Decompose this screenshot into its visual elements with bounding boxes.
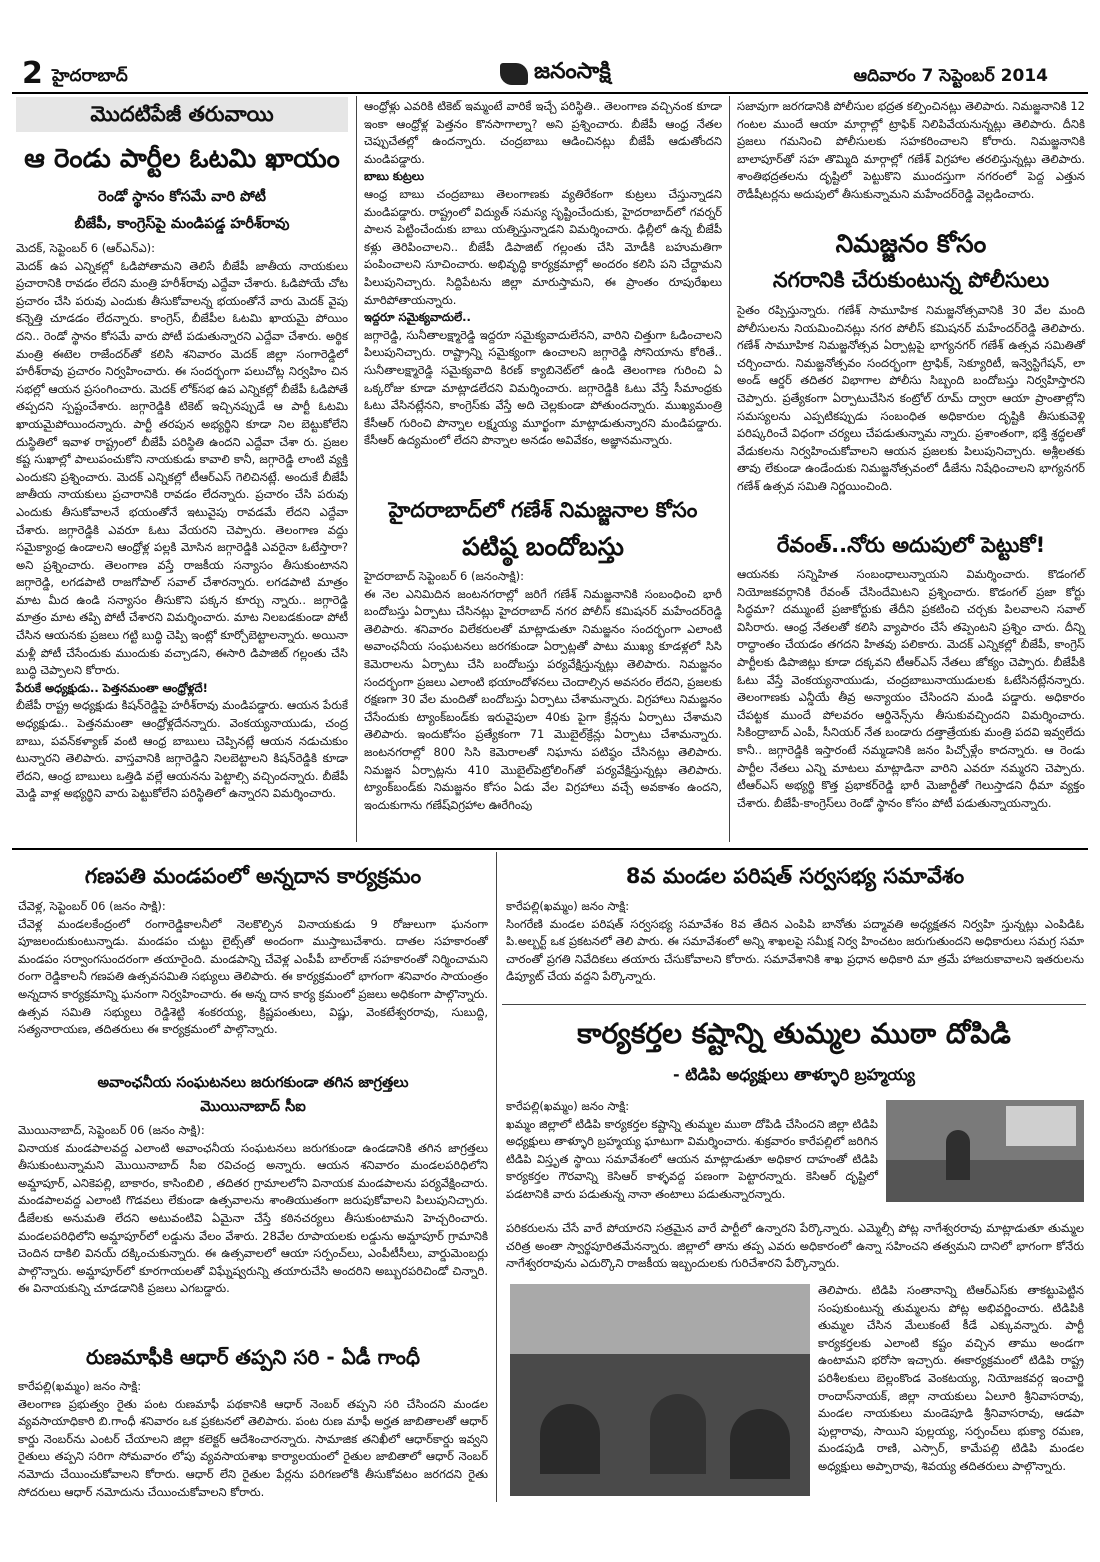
header-rule (12, 92, 1088, 94)
page-section-city: హైదరాబాద్ (52, 66, 128, 86)
bl-dateline1: చేవెళ్ల, సెప్టెంబర్‌ 06 (జనం సాక్షి): (18, 899, 166, 913)
col1-body2: బీజేపీ రాష్ట్ర అధ్యక్షుడు కిషన్‌రెడ్డిపై హరీశ్‌రావు మండిపడ్డారు. ఆయన పేరుకే అధ్యక్షుడు.. పెత్తనమంతా ఆంధ్రోళ్లదేనన్నారు. వెంకయ్యనాయుడు, చంద్ర బాబు, పవన్‌కళ్యాణ్‌ వంటి ఆంధ్ర బాబులు చెప్పినట్లే ఆయన నడుచుకుం టున్నారని తెలిపారు. వాస్తవానికి జగ్గారెడ్డిని నిలబెట్టాలని కిషన్‌రెడ్డికి కూడా లేదని, ఆంధ్ర బాబులు ఒత్తిడి వల్లే ఆయనను పెట్టాల్సి వచ్చిందన్నారు. బీజేపీ మెడ్డి వాళ్ల అభ్యర్థిని వారు పెట్టుకోలేని పరిస్థితిలో ఉన్నారని విమర్శించారు. (16, 698, 348, 801)
col2-article-top (364, 98, 722, 510)
kicker-box (16, 97, 348, 132)
column-divider (496, 852, 497, 1502)
column-divider (729, 96, 730, 842)
br-headline2: కార్యకర్తల కష్టాన్ని తుమ్మల ముఠా దోపిడి (577, 1017, 1011, 1050)
bl-headline2: అవాంఛనీయ సంఘటనలు జరుగకుండా తగిన జాగ్రత్తలు (97, 1075, 409, 1091)
br-article2b (506, 1220, 1084, 1282)
col3-body: సజావుగా జరగడానికి పోలీసుల భద్రత కల్పించినట్లు తెలిపారు. నిమజ్జనానికి 12 గంటల ముందే ఆయా మార్గాల్లో ట్రాఫిక్‌ నిలిపివేయనున్నట్లు తెలిపారు. దీనికి ప్రజలు గమనించి పోలీసులకు సహకరించాలని కోరారు. నిమజ్జనానికి బాలాపూర్‌తో సహ తొమ్మిది మార్గాల్లో గణేశ్‌ విగ్రహాల తరలిస్తున్నట్లు తెలిపారు. శాంతిభద్రతలను దృష్టిలో పెట్టుకొని ముందస్తుగా నగరంలో పెద్ద ఎత్తున రౌడీషీటర్లను అదుపులో తీసుకున్నామని మహేందర్‌రెడ్డి వెల్లడించారు. (737, 99, 1085, 201)
col1-article (16, 240, 348, 801)
col3-article-top (737, 98, 1085, 222)
meeting-photo (886, 1100, 1084, 1202)
col1-body: మెదక్‌ ఉప ఎన్నికల్లో ఓడిపోతామని తెలిసే బీజేపీ జాతీయ నాయకులు ప్రచారానికి రావడం లేదని మంత్రి హరీశ్‌రావు ఎద్దేవా చేశారు. ఓడిపోయే చోట ప్రచారం చేసి పరువు ఎందుకు తీసుకోవాలన్న భయంతోనే వారు మెదక్‌ వైపు కన్నెత్తి చూడడం లేదన్నారు. కాంగ్రెస్‌, బీజేపీల ఓటమి ఖాయమై పోయిం దని.. రెండో స్థానం కోసమే వారు పోటీ పడుతున్నారని ఎద్దేవా చేశారు. అర్థిక మంత్రి ఈటెల రాజేందర్‌తో కలిసి శనివారం మెదక్‌ జిల్లా సంగారెడ్డిలో హరీశ్‌రావు ప్రచారం నిర్వహించారు. ఈ సందర్భంగా పలుచోట్ల నిర్వహిం చిన సభల్లో ఆయన ప్రసంగించారు. మెదక్‌ లోక్‌సభ ఉప ఎన్నికల్లో బీజేపీ ఓడిపోతే తప్పదని స్పష్టంచేశారు. జగ్గారెడ్డికి టికెట్‌ ఇచ్చినప్పుడే ఆ పార్టీ ఓటమి ఖాయమైపోయిందన్నారు. పార్టీ తరపున అభ్యర్థిని కూడా నిల బెట్టుకోలేని దుస్థితిలో ఇవాళ రాష్ట్రంలో బీజేపీ పరిస్థితి ఉందని ఎద్దేవా చేశా రు. ప్రజల కష్ట సుఖాల్లో పాలుపంచుకోని నాయకుడు కావాలి కానీ, జగ్గారెడ్డి లాంటి వ్యక్తి ఎందుకని ప్రశ్నించారు. మెదక్‌ ఎన్నికల్లో టీఆర్‌ఎస్‌ గెలిచినట్లే. అందుకే బీజేపీ జాతీయ నాయకులు ప్రచారానికి రావడం లేదన్నారు. ప్రచారం చేసి పరువు ఎందుకు తీసుకోవాలనే భయంతోనే ఇటువైపు రావడమే లేదని ఎద్దేవా చేశారు. జగ్గారెడ్డికి ఎవరూ ఓటు వేయరని చెప్పారు. తెలంగాణ వద్దు సమైక్యాంధ్ర ఉండాలని ఆంధ్రోళ్ల పల్లకి మోసిన జగ్గారెడ్డికి ఎవరైనా ఓటేస్తారా? అని ప్రశ్నించారు. తెలంగాణ వస్తే రాజకీయ సన్యాసం తీసుకుంటానని జగ్గారెడ్డి, లగడపాటి రాజగోపాల్‌ సవాల్‌ చేశారన్నారు. లగడపాటి మాత్రం మాట మీద ఉండి సన్యాసం తీసుకొని పక్కన కూర్చు న్నారు.. జగ్గారెడ్డి మాత్రం మాట తప్పి పోటీ చేశారని విమర్శించారు. మాట నిలబడకుండా పోటీ చేసిన ఆయనకు ప్రజలు గట్టి బుద్ధి చెప్పి ఇంట్లో కూర్చోబెట్టాలన్నారు. అయినా మళ్లీ పోటీ చేసేందుకు ముందుకు వచ్చాడని, ఈసారి డిపాజిట్‌ గల్లంతు చేసి బుద్ధి చెప్పాలని కోరారు. (16, 258, 348, 678)
br-body2c: తెలిపారు. టిడిపి సంతానాన్ని టిఆర్‌ఎస్‌కు తాకట్టుపెట్టిన సంపుకుంటున్న తుమ్మలను పోట్ల అభివర్ణించారు. టిడిపికి తుమ్మల చేసిన మేలుకంటే కీడే ఎక్కువన్నారు. పార్టీ కార్యకర్తలకు ఎలాంటి కష్టం వచ్చిన తాము అండగా ఉంటామని భరోసా ఇచ్చారు. ఈకార్యక్రమంలో టిడిపి రాష్ట్ర పరిశీలకులు బెల్లంకొండ వెంకటయ్య, నియోజకవర్గ ఇంచార్జి రాందాస్‌నాయక్‌, జిల్లా నాయకులు ఏలూరి శ్రీనివాసరావు, మండల నాయకులు మండెపూడి శ్రీనివాసరావు, ఆడపా పుల్లారావు, సాయిని పుల్లయ్య, సర్పంచ్‌లు భుక్యా రమణ, మండపుడి రాణి, ఎస్సార్‌, కామేపల్లి టిడిపి మండల అధ్యక్షులు అప్పారావు, శివయ్య తదితరులు పాల్గొన్నారు. (818, 1283, 1084, 1473)
bl-headline2b: మొయినాబాద్‌ సీఐ (200, 1099, 306, 1115)
bl-headline3: రుణమాఫీకి ఆధార్‌ తప్పని సరి - ఏడీ గాంధీ (85, 1345, 421, 1369)
col2-headline: హైదరాబాద్‌లో గణేశ్‌ నిమజ్జనాల కోసం (388, 498, 698, 522)
col3-headline3: రేవంత్‌..నోరు అదుపులో పెట్టుకో! (776, 533, 1046, 557)
col1-dateline: మెదక్‌, సెప్టెంబర్‌ 6 (ఆర్‌ఎన్‌ఎ): (16, 241, 156, 255)
kicker: మొదటిపేజీ తరువాయి (90, 102, 274, 126)
bl-body3: తెలంగాణ ప్రభుత్వం రైతు పంట రుణమాఫీ పథకానికి ఆధార్‌ నెంబర్‌ తప్పని సరి చేసిందని మండల వ్యవసాయాధికారి బి.గాంధీ శనివారం ఒక ప్రకటనలో తెలిపారు. పంట రుణ మాఫీ అర్హత జాబితాలతో ఆధార్‌ కార్డు నెంబర్‌ను ఎంటర్‌ చేయాలని జిల్లా కలెక్టర్‌ ఆదేశించారన్నారు. సామాజిక తనిఖీలో ఆధార్‌కార్డు ఇవ్వని రైతులు తప్పని సరిగా సోమవారం లోపు వ్యవసాయశాఖ కార్యాలయంలో రైతుల జాబితాలో ఆధార్‌ నెంబర్‌ నమోదు చేయించుకోవాలని కోరారు. ఆధార్‌ లేని రైతుల పేర్లను పరిగణలోకి తీసుకోవటం జరగదని రైతు సోదరులు ఆధార్‌ నమోదును చేయించుకోవాలని కోరారు. (18, 1396, 488, 1499)
section-divider (12, 848, 1088, 850)
issue-date: ఆదివారం 7 సెప్టెంబర్ 2014 (853, 66, 1048, 86)
br-body2a: ఖమ్మం జిల్లాలో టిడిపి కార్యకర్తల కష్టాన్ని తుమ్మల ముఠా దోపిడి చేసిందని జిల్లా టిడిపి అధ్యక్షులు తాళ్ళూరి బ్రహ్మయ్య ఘాటుగా విమర్శించారు. శుక్రవారం కారేపల్లిలో జరిగిన టిడిపి విస్తృత స్థాయి సమావేశంలో ఆయన మాట్లాడుతూ అధికార దాహంతో టిడిపి కార్యకర్తల గౌరవాన్ని కెసిఆర్‌ కాళ్ళవద్ద పణంగా పెట్టారన్నారు. కెసిఆర్‌ దృష్టిలో పడటానికి వారు పడుతున్న నానా తంటాలు పడుతున్నారన్నారు. (506, 1116, 878, 1201)
bl-headline1: గణపతి మండపంలో అన్నదాన కార్యక్రమం (84, 864, 422, 888)
section-divider (502, 1004, 1086, 1005)
br-dateline1: కారేపల్లి(ఖమ్మం) జనం సాక్షి: (506, 899, 630, 913)
col2-article-bottom (364, 568, 722, 842)
col3-body2: సైతం రప్పిస్తున్నారు. గణేశ్‌ సామూహిక నిమజ్జనోత్సవానికి 30 వేల మంది పోలీసులను నియమించినట్లు నగర పోలీస్‌ కమిషనర్‌ మహేందర్‌రెడ్డి తెలిపారు. గణేశ్‌ సామూహిక నిమజ్జనోత్సవ ఏర్పాట్లపై భాగ్యనగర్‌ గణేశ్‌ ఉత్సవ సమితితో చర్చించారు. నిమజ్జనోత్సవం సందర్భంగా ట్రాఫిక్‌, సెక్యూరిటీ, ఇన్వెస్టిగేషన్‌, లా అండ్‌ ఆర్డర్‌ తదితర విభాగాల పోలీసు సిబ్బంది బందోబస్తు నిర్వహిస్తారని చెప్పారు. ప్రత్యేకంగా ఏర్పాటుచేసిన కంట్రోల్‌ రూమ్‌ ద్వారా ఆయా ప్రాంతాల్లోని సమస్యలను ఎప్పటికప్పుడు సంబంధిత అధికారుల దృష్టికి తీసుకువెళ్లి పరిష్కరించే విధంగా చర్యలు చేపడుతున్నామ న్నారు. ప్రశాంతంగా, భక్తి శ్రద్ధలతో వేడుకలను నిర్వహించుకోవాలని ఆయన ప్రజలకు పిలుపునిచ్చారు. అశ్లీలతకు తావు లేకుండా ఉండేందుకు నిమజ్జనోత్సవంలో డీజేను నిషేధించాలని భాగ్యనగర్‌ గణేశ్‌ ఉత్సవ సమితి నిర్ణయించింది. (737, 303, 1085, 493)
col3-headline: నిమజ్జనం కోసం (835, 229, 987, 258)
br-headline1: 8వ మండల పరిషత్‌ సర్వసభ్య సమావేశం (625, 864, 965, 888)
col3-article-mid (737, 302, 1085, 526)
masthead-logo-icon (500, 63, 528, 85)
col3-article-bottom (737, 566, 1085, 842)
col2-body2: ఆంధ్ర బాబు చంద్రబాబు తెలంగాణకు వ్యతిరేకంగా కుట్రలు చేస్తున్నాడని మండిపడ్డారు. రాష్ట్రంలో విద్యుత్‌ సమస్య సృష్టించేందుకు, హైదరాబాద్‌లో గవర్నర్‌ పాలన పెట్టించేందుకు బాబు యత్నిస్తున్నాడని విమర్శించారు. ఢిల్లీలో ఉన్న బీజేపీ కళ్లు తెరిపించాలని.. బీజేపీ డిపాజిట్‌ గల్లంతు చేసి మోడీకి బహుమతిగా పంపించాలని సూచించారు. అభివృద్ధి కార్యక్రమాల్లో అందరం కలిసి పని చేద్దామని పిలుపునిచ్చారు. సిద్దిపేటను జిల్లా మారుస్తామని, ఈ ప్రాంతం రూపురేఖలు మారిపోతాయన్నారు. (364, 186, 722, 307)
bl-body1: చేవెళ్ల మండలకేంద్రంలో రంగారెడ్డికాలనీలో నెలకొల్పిన వినాయకుడు 9 రోజులుగా ఘనంగా పూజలందుకుంటున్నాడు. మండపం చుట్టు లైట్స్‌తో అందంగా ముస్తాబుచేశారు. దాతల సహకారంతో మండపం సర్వాంగసుందరంగా తయారైంది. మండపాన్ని చేవెళ్ల ఎంపీపీ బాల్‌రాజ్‌ సహకారంతో నిర్మించామని రంగా రెడ్డికాలనీ గణపతి ఉత్సవసమితి సభ్యులు తెలిపారు. ఈ కార్యక్రమంలో భాగంగా శనివారం సాయంత్రం అన్నదాన కార్యక్రమాన్ని ఘనంగా నిర్వహించారు. ఈ అన్న దాన కార్య క్రమంలో ప్రజలు అధికంగా పాల్గొన్నారు. ఉత్సవ సమితి సభ్యులు రెడ్డిశెట్టి శంకరయ్య, క్రిష్ణపంతులు, విష్ణు, వెంకటేశ్వరరావు, సుబుద్ది, సత్యనారాయణ, తదితరులు ఈ కార్యక్రమంలో పాల్గొన్నారు. (18, 916, 488, 1037)
br-body2b: పరికరులను చేసే వారే పోయారని సత్రమైన వారే పార్టీలో ఉన్నారని పేర్కొన్నారు. ఎమ్మెల్సీ పోట్ల నాగేశ్వరరావు మాట్లాడుతూ తుమ్మల చరిత్ర అంతా స్వార్థపూరితమేనన్నారు. జిల్లాలో తాను తప్ప ఎవరు అధికారంలో ఉన్నా సహించని తత్వమని దానిలో భాగంగా కోనేరు నాగేశ్వరరావును ఎదుర్కొని రాజకీయ ఇబ్బందులకు గురిచేశారని పేర్కొన్నారు. (506, 1221, 1084, 1271)
bl-body2: వినాయక మండపాలవద్ద ఎలాంటి అవాంఛనీయ సంఘటనలు జరుగకుండా ఉండడానికి తగిన జాగ్రత్తలు తీసుకుంటున్నామని మొయినాబాద్‌ సీఐ రవిచంద్ర అన్నారు. ఆయన శనివారం మండలపరిధిలోని అమ్డాపూర్‌, ఎనికెపల్లి, బాకారం, కాసింబిలి , తదితర గ్రామాలలోని వినాయక మండపాలను పర్యవేక్షించారు. మండపాలవద్ద ఎలాంటి గొడవలు లేకుండా ఉత్సవాలను శాంతియుతంగా జరుపుకోవాలని పిలుపునిచ్చారు. డీజేలకు అనుమతి లేదని అటువంటివి ఏమైనా చేస్తే కఠినచర్యలు తీసుకుంటామని హెచ్చరించారు. మండలపరిధిలోని అమ్డాపూర్‌లో లడ్డును వేలం వేశారు. 28వేల రూపాయలకు లడ్డును అమ్డాపూర్‌ గ్రామానికి చెందిన దాకిలి వినయ్‌ దక్కించుకున్నారు. ఈ ఉత్సవాలలో ఆయా సర్పంచ్‌లు, ఎంపీటీసీలు, వార్డుమెంబర్లు పాల్గొన్నారు. అమ్డాపూర్‌లో కూరగాయలతో విఘ్నేష్వరున్ని తయారుచేసి అందరిని అబ్బురపరిచిండో చిన్నారి. ఈ వినాయకున్ని చూడడానికి ప్రజలు ఎగబడ్డారు. (18, 1140, 488, 1296)
bl-article1 (18, 898, 488, 1074)
col1-headline: ఆ రెండు పార్టీల ఓటమి ఖాయం (24, 144, 340, 174)
col2-subhead: బాబు కుట్రలు (364, 169, 424, 184)
masthead (500, 56, 611, 92)
masthead-title: జనంసాక్షి (534, 59, 611, 84)
col2-body3: జగ్గారెడ్డి, సునీతాలక్ష్మారెడ్డి ఇద్దరూ సమైక్యవాదులేనని, వారిని చిత్తుగా ఓడించాలని పిలుపునిచ్చారు. రాష్ట్రాన్ని సమైక్యంగా ఉంచాలని జగ్గారెడ్డి సోనియాను కోరితే.. సునీతాలక్ష్మారెడ్డి సమైక్యవాది కిరణ్‌ క్యాబినెట్‌లో ఉండి తెలంగాణ గురించి ఏ ఒక్కరోజు కూడా మాట్లాడలేదని విమర్శించారు. జగ్గారెడ్డికి ఓటు వేస్తే సీమాంధ్రకు ఓటు వేసినట్లేనని, కాంగ్రెస్‌కు వేస్తే అది చెల్లకుండా పోతుందన్నారు. ముఖ్యమంత్రి కేసీఆర్‌ గురించి పొన్నాల లక్ష్మయ్య మూర్ఖంగా మాట్లాడుతున్నారని మండిపడ్డారు. కేసీఆర్‌ ఉద్యమంలో లేదని పొన్నాల అనడం అవివేకం, అజ్ఞానమన్నారు. (364, 327, 722, 448)
col3-headline2: నగరానికి చేరుకుంటున్న పోలీసులు (772, 268, 1050, 292)
col2-subhead2: ఇద్దరూ సమైక్యవాదులే.. (364, 310, 471, 325)
col1-sub2: బీజేపీ, కాంగ్రెస్‌పై మండిపడ్డ హరీశ్‌రావు (74, 216, 290, 232)
br-article2c (818, 1282, 1084, 1498)
col2-body4: ఈ నెల ఎనిమిదిన జంటనగరాల్లో జరిగే గణేశ్‌ నిమజ్జనానికి సంబంధించి భారీ బందోబస్తు ఏర్పాటు చేసినట్లు హైదరాబాద్‌ నగర పోలీస్‌ కమిషనర్‌ మహేందర్‌రెడ్డి తెలిపారు. శనివారం విలేకరులతో మాట్లాడుతూ నిమజ్జనం సందర్భంగా ఎలాంటి అవాంఛనీయ సంఘటనలు జరగకుండా ఏర్పాట్లతో పాటు ముఖ్య కూడళ్లలో సిసి కెమెరాలను ఏర్పాటు చేసి బందోబస్తు పర్యవేక్షిస్తున్నట్లు తెలిపారు. నిమజ్జనం సందర్భంగా ప్రజలు ఎలాంటి భయాందోళనలు చెందాల్సిన అవసరం లేదని, ప్రజలకు రక్షణగా 30 వేల మందితో బందోబస్తు ఏర్పాటు చేశామన్నారు. విగ్రహాలు నిమజ్జనం చేసేందుకు ట్యాంక్‌బండ్‌కు ఇరువైపులా 40కు పైగా క్రేన్లను ఏర్పాటు చేశామని తెలిపారు. ఇందుకోసం ప్రత్యేకంగా 71 మొబైల్‌క్రేన్లు ఏర్పాటు చేశామన్నారు. జంటనగరాల్లో 800 సిసి కెమెరాలతో నిఘాను పటిష్ఠం చేసినట్లు తెలిపారు. నిమజ్జన ఏర్పాట్లను 410 మొబైల్‌పెట్రోలింగ్‌తో పర్యవేక్షిస్తున్నట్లు తెలిపారు. ట్యాంక్‌బండ్‌కు నిమజ్జనం కోసం ఏడు వేల విగ్రహాలు వచ్చే అవకాశం ఉందని, ఇందుకుగాను గణేష్‌విగ్రహాల ఊరేగింపు (364, 586, 722, 812)
col1-sub1: రెండో స్థానం కోసమే వారి పోటీ (98, 189, 266, 205)
col3-body3: ఆయనకు సన్నిహిత సంబంధాలున్నాయని విమర్శించారు. కొడంగల్‌ నియోజకవర్గానికి రేవంత్‌ చేసిందేమిటని ప్రశ్నించారు. కొడంగల్‌ ప్రజా కోర్టు సిద్ధమా? దమ్ముంటే ప్రజాకోర్టుకు తేదీని ప్రకటించి చర్చకు పిలవాలని సవాల్‌ విసిరారు. ఆంధ్ర నేతలతో కలిసి వ్యాపారం చేసే తప్పెంటని ప్రశ్నిం చారు. దీన్ని రాద్ధాంతం చేయడం తగదని హితవు పలికారు. మెదక్‌ ఎన్నికల్లో బీజేపీ, కాంగ్రెస్‌ పార్టీలకు డిపాజిట్లు కూడా దక్కవని టీఆర్‌ఎస్‌ నేతలు జోక్యం చెప్పారు. బీజేపీకి ఓటు వేస్తే వెంకయ్యనాయుడు, చంద్రబాబునాయుడులకు ఓటేసినట్లేనన్నారు. తెలంగాణకు ఎన్డీయే తీవ్ర అన్యాయం చేసిందని మండి పడ్డారు. అధికారం చేపట్టక ముందే పోలవరం ఆర్డినెన్స్‌ను తీసుకువచ్చిందని విమర్శించారు. సికింద్రాబాద్‌ ఎంపీ, సీనియర్‌ నేత బండారు దత్తాత్రేయకు మంత్రి పదవి ఇవ్వలేదు కానీ.. జగ్గారెడ్డికి ఇస్తారంటే నమ్మడానికి జనం పిచ్చోళ్లేం కాదన్నారు. ఆ రెండు పార్టీల నేతలు ఎన్ని మాటలు మాట్లాడినా వారిని ఎవరూ నమ్మరని చెప్పారు. టీఆర్‌ఎస్‌ అభ్యర్థి కొత్త ప్రభాకర్‌రెడ్డి భారీ మెజార్టీతో గెలుస్తాడని ధీమా వ్యక్తం చేశారు. బీజేపీ-కాంగ్రెస్‌లు రెండో స్థానం కోసం పోటీ పడుతున్నాయన్నారు. (737, 567, 1085, 810)
bl-dateline3: కారేపల్లి(ఖమ్మం) జనం సాక్షి: (18, 1379, 142, 1393)
column-divider (356, 96, 357, 842)
br-body1: సింగరేణి మండల పరిషత్‌ సర్వసభ్య సమావేశం 8వ తేదిన ఎంపిపి బానోతు పద్మావతి అధ్యక్షతన నిర్వహి స్తున్నట్లు ఎంపిడిఓ పి.అల్బర్ట్‌ ఒక ప్రకటనలో తెలి పారు. ఈ సమావేశంలో అన్ని శాఖలపై సమీక్ష నిర్వ హించటం జరుగుతుందని అధికారులు సమగ్ర సమా చారంతో ప్రగతి నివేదికలు తయారు చేసుకోవాలని కోరారు. సమావేశానికి శాఖ ప్రధాన అధికారి మా త్రమే హాజరుకావాలని ఇతరులను డిప్యూట్‌ చేయ వద్దని పేర్కొన్నారు. (506, 916, 1084, 984)
br-article2a (506, 1098, 878, 1218)
audience-photo (510, 1284, 810, 1496)
bl-dateline2: మొయినాబాద్‌, సెప్టెంబర్‌ 06 (జనం సాక్షి): (18, 1123, 205, 1137)
br-dateline2: కారేపల్లి(ఖమ్మం) జనం సాక్షి: (506, 1099, 630, 1113)
br-sub2: - టిడిపి అధ్యక్షులు తాళ్ళూరి బ్రహ్మయ్య (673, 1065, 915, 1084)
bl-article3 (18, 1378, 488, 1500)
br-article1 (506, 898, 1084, 998)
page-number: 2 (22, 56, 43, 91)
bl-article2 (18, 1122, 488, 1338)
col2-body: ఆంధ్రోళ్లు ఎవరికి టికెట్‌ ఇమ్మంటే వారికే ఇచ్చే పరిస్థితి.. తెలంగాణ వచ్చినంక కూడా ఇంకా ఆంధ్రోళ్ల పెత్తనం కొనసాగాల్నా? అని ప్రశ్నించారు. బీజేపీ ఆంధ్ర నేతల చెప్పుచేతల్లో ఉందన్నారు. చంద్రబాబు ఆడించినట్లు బీజేపీ ఆడుతోందని మండిపడ్డారు. (364, 99, 722, 166)
col2-dateline: హైదరాబాద్‌ సెప్టెంబర్‌ 6 (జనంసాక్షి): (364, 569, 525, 583)
col1-subhead: పేరుకే అధ్యక్షుడు.. పెత్తనమంతా ఆంధ్రోళ్లదే! (16, 680, 208, 695)
col2-headline2: పటిష్ఠ బందోబస్తు (462, 532, 624, 561)
